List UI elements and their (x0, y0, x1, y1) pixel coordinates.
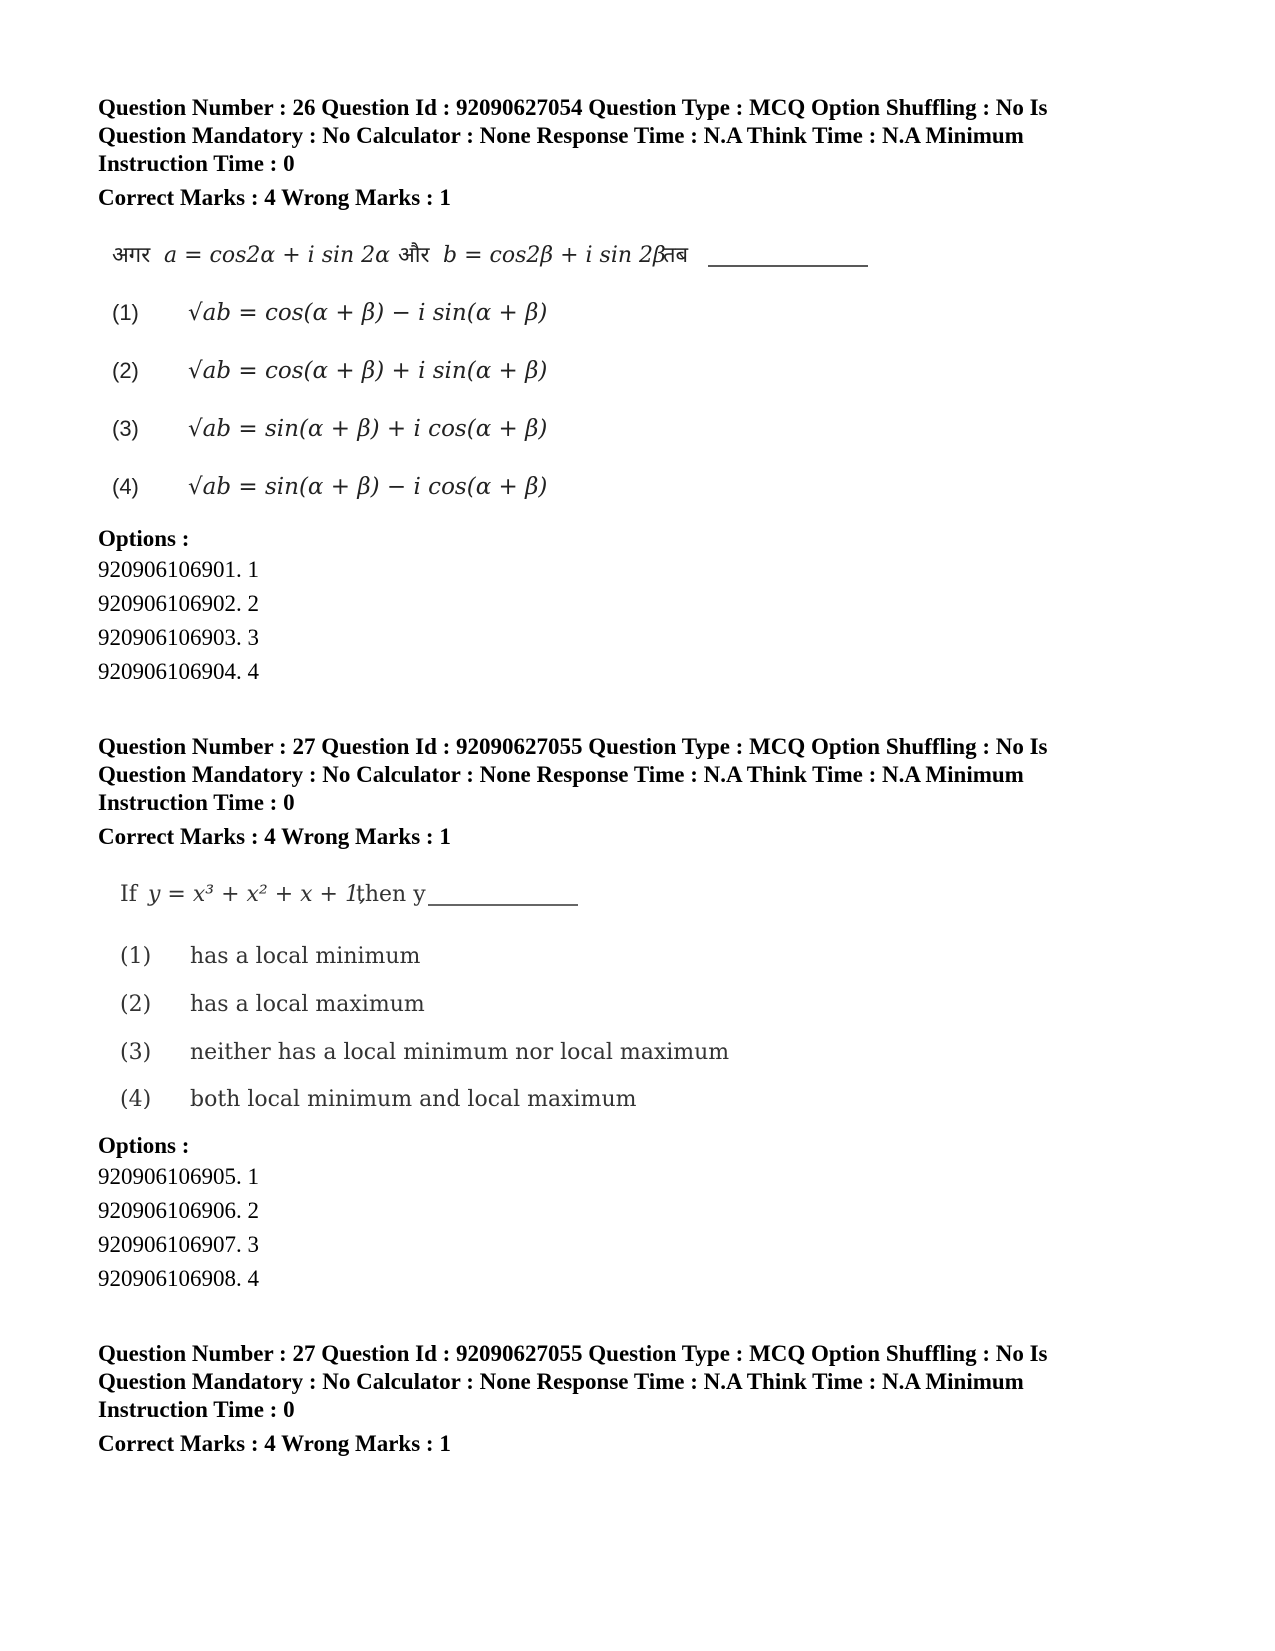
stem-b-equation: b = cos2β + i sin 2β (443, 243, 666, 268)
marks-line: Correct Marks : 4 Wrong Marks : 1 (98, 824, 451, 849)
choice-number: (4) (120, 1087, 152, 1109)
choice-text: neither has a local minimum nor local maximum (190, 1040, 730, 1065)
document-page (98, 94, 1198, 1502)
question-meta-line: Instruction Time : 0 (98, 790, 295, 815)
stem-joiner: और (398, 243, 430, 268)
question-meta-line: Question Mandatory : No Calculator : None Response Time : N.A Think Time : N.A Minimum (98, 762, 1024, 787)
stem-equation: y = x³ + x² + x + 1, (148, 882, 366, 907)
marks-line: Correct Marks : 4 Wrong Marks : 1 (98, 1431, 451, 1456)
choice-text: √ab = sin(α + β) + i cos(α + β) (188, 416, 548, 442)
question-meta-line: Question Number : 26 Question Id : 92090627054 Question Type : MCQ Option Shuffling : No Is (98, 95, 1048, 120)
question-meta-line: Instruction Time : 0 (98, 1397, 295, 1422)
options-label: Options : (98, 1133, 190, 1158)
question-block-27 (98, 733, 1198, 1296)
choice-number: (3) (112, 416, 139, 441)
option-line: 920906106902. 2 (98, 591, 259, 616)
choice-text: has a local minimum (190, 944, 421, 969)
question-image (98, 232, 878, 502)
stem-suffix: तब (663, 243, 689, 268)
option-line: 920906106901. 1 (98, 557, 259, 582)
stem-suffix: then y (356, 882, 426, 907)
choice-number: (2) (112, 358, 139, 383)
choice-number: (2) (120, 992, 152, 1017)
choice-number: (3) (120, 1040, 152, 1065)
option-line: 920906106908. 4 (98, 1266, 259, 1291)
choice-text: √ab = cos(α + β) − i sin(α + β) (188, 300, 548, 326)
choice-text: has a local maximum (190, 992, 425, 1017)
choice-number: (4) (112, 474, 139, 499)
choice-number: (1) (112, 300, 139, 325)
option-line: 920906106907. 3 (98, 1232, 259, 1257)
question-meta-line: Instruction Time : 0 (98, 151, 295, 176)
question-image (98, 871, 878, 1109)
choice-number: (1) (120, 944, 152, 969)
option-line: 920906106905. 1 (98, 1164, 259, 1189)
question-block-27-repeat (98, 1340, 1198, 1458)
choice-text: √ab = sin(α + β) − i cos(α + β) (188, 474, 548, 500)
stem-prefix: अगर (112, 243, 151, 268)
option-line: 920906106906. 2 (98, 1198, 259, 1223)
choice-text: both local minimum and local maximum (190, 1087, 637, 1109)
option-line: 920906106903. 3 (98, 625, 259, 650)
question-meta-line: Question Mandatory : No Calculator : None Response Time : N.A Think Time : N.A Minimum (98, 1369, 1024, 1394)
question-meta-line: Question Mandatory : No Calculator : None Response Time : N.A Think Time : N.A Minimum (98, 123, 1024, 148)
option-line: 920906106904. 4 (98, 659, 259, 684)
stem-a-equation: a = cos2α + i sin 2α (164, 243, 391, 268)
question-block-26 (98, 94, 1198, 689)
options-label: Options : (98, 526, 190, 551)
question-meta-line: Question Number : 27 Question Id : 92090627055 Question Type : MCQ Option Shuffling : No Is (98, 1341, 1048, 1366)
stem-prefix: If (120, 882, 137, 907)
question-meta-line: Question Number : 27 Question Id : 92090627055 Question Type : MCQ Option Shuffling : No Is (98, 734, 1048, 759)
marks-line: Correct Marks : 4 Wrong Marks : 1 (98, 185, 451, 210)
choice-text: √ab = cos(α + β) + i sin(α + β) (188, 358, 548, 384)
